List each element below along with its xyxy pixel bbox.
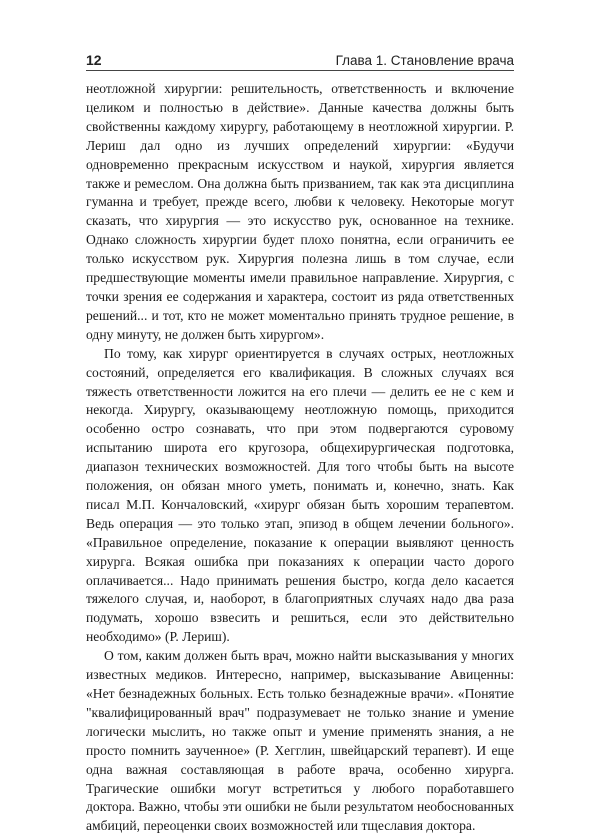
body-text [86,80,514,836]
paragraph-3: О том, каким должен быть врач, можно найти высказывания у многих известных медиков. Интересно, например, высказывание Авиценны: «Нет безнадежных больных. Есть только безнадежные врачи». «Понятие "квалифицированный врач" подразумевает не только знание и умение логически мыслить, но также опыт и умение применять знания, а не просто помнить заученное» (Р. Хегглин, швейцарский терапевт). И еще одна важная составляющая в работе врача, особенно хирурга. Трагические ошибки могут встретиться у любого поработавшего доктора. Важно, чтобы эти ошибки не были результатом необоснованных амбиций, переоценки своих возможностей или тщеславия доктора. [86,648,514,834]
header-divider [86,70,514,71]
paragraph-2: По тому, как хирург ориентируется в случаях острых, неотложных состояний, определяется его квалификация. В сложных случаях вся тяжесть ответственности ложится на его плечи — делить ее не с кем и некогда. Хирургу, оказывающему неотложную помощь, приходится особенно остро сознавать, что при этом подвергаются суровому испытанию широта его кругозора, общехирургическая подготовка, диапазон технических возможностей. Для того чтобы быть на высоте положения, он обязан много уметь, понимать и, конечно, знать. Как писал М.П. Кончаловский, «хирург обязан быть хорошим терапевтом. Ведь операция — это только этап, эпизод в общем лечении больного». «Правильное определение, показание к операции выявляют ценность хирурга. Всякая ошибка при показаниях к операции часто дорого оплачивается... Надо принимать решения быстро, когда дело касается тяжелого случая, и, наоборот, в благоприятных случаях надо два раза подумать, хорошо взвесить и решиться, если это действительно необходимо» (Р. Лериш). [86,345,514,645]
chapter-title: Глава 1. Становление врача [335,53,514,68]
page-number: 12 [86,52,102,68]
running-header [86,46,514,68]
paragraph-1: неотложной хирургии: решительность, ответственность и включение целиком и полностью в действие». Данные качества должны быть свойственны каждому хирургу, работающему в неотложной хирургии. Р. Лериш дал одно из лучших определений хирургии: «Будучи одновременно прекрасным искусством и наукой, хирургия является также и ремеслом. Она должна быть призванием, так как эта дисциплина гуманна и требует, прежде всего, любви к человеку. Некоторые могут сказать, что хирургия — это искусство рук, основанное на технике. Однако сложность хирургии будет плохо понятна, если ограничить ее только искусством рук. Хирургия полезна лишь в том случае, если предшествующие моменты имели правильное направление. Хирургия, с точки зрения ее содержания и характера, состоит из ряда ответственных решений... и тот, кто не может моментально принять трудное решение, в одну минуту, не должен быть хирургом». [86,81,514,342]
